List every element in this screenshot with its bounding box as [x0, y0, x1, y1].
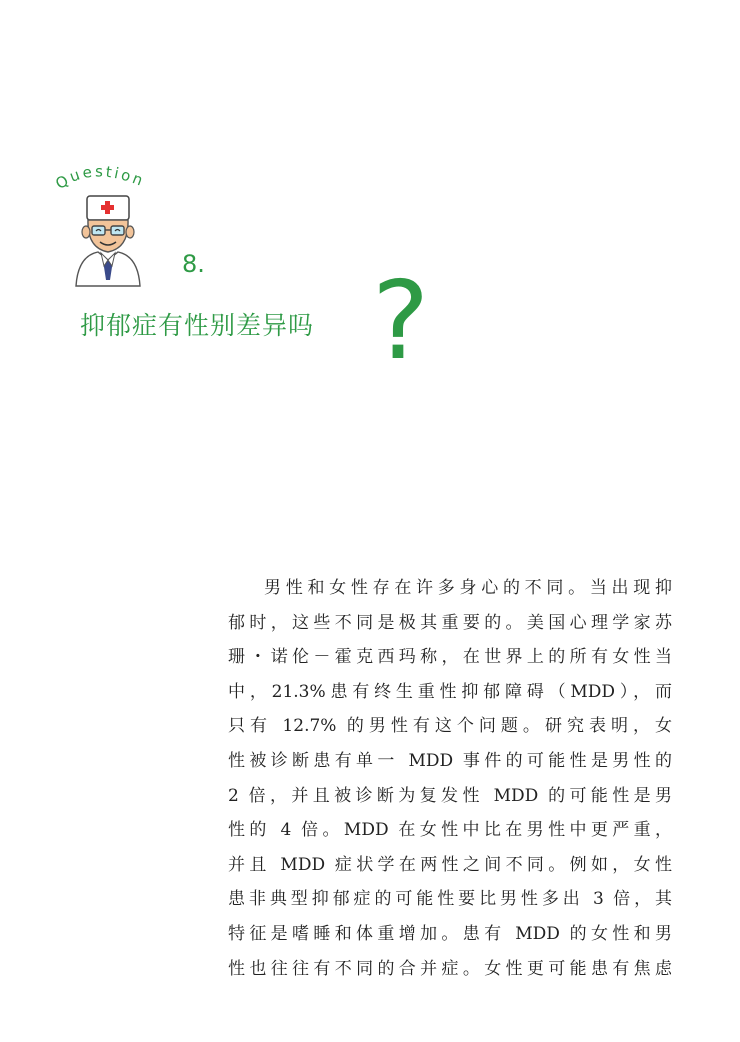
question-title: 抑郁症有性别差异吗 — [80, 311, 315, 340]
question-number: 8. — [182, 250, 205, 278]
paragraph-line: 性也往往有不同的合并症。女性更可能患有焦虑 — [228, 958, 672, 979]
paragraph-line: 只有 12.7% 的男性有这个问题。研究表明，女 — [228, 716, 672, 737]
paragraph-line: 性的 4 倍。MDD 在女性中比在男性中更严重， — [228, 820, 672, 841]
paragraph-line: 珊・诺伦－霍克西玛称，在世界上的所有女性当 — [228, 647, 672, 668]
paragraph-line: 郁时，这些不同是极其重要的。美国心理学家苏 — [228, 612, 672, 633]
paragraph-line: 并且 MDD 症状学在两性之间不同。例如，女性 — [228, 854, 672, 875]
paragraph-line: 中，21.3%患有终生重性抑郁障碍（MDD），而 — [228, 681, 672, 702]
question-mark-graphic: ? — [372, 259, 430, 384]
question-badge-text: Question — [54, 162, 148, 193]
doctor-mascot-icon — [54, 160, 164, 290]
paragraph-line: 特征是嗜睡和体重增加。患有 MDD 的女性和男 — [228, 923, 672, 944]
paragraph-line: 性被诊断患有单一 MDD 事件的可能性是男性的 — [228, 750, 672, 771]
paragraph-line: 男性和女性存在许多身心的不同。当出现抑 — [264, 578, 672, 598]
paragraph-line: 2 倍，并且被诊断为复发性 MDD 的可能性是男 — [228, 785, 672, 806]
article-body — [228, 571, 672, 986]
paragraph-line: 患非典型抑郁症的可能性要比男性多出 3 倍，其 — [228, 889, 672, 910]
